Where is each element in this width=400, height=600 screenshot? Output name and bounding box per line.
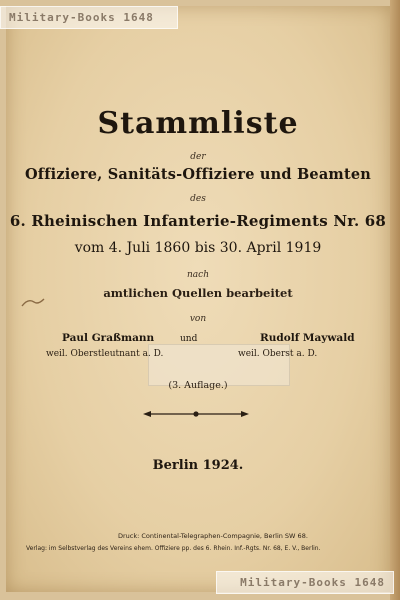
watermark-top: Military-Books 1648	[0, 6, 178, 29]
text-nach: nach	[187, 270, 209, 280]
page-edge	[390, 0, 400, 600]
page-title: Stammliste	[97, 106, 299, 141]
text-des: des	[190, 194, 206, 204]
city-year: Berlin 1924.	[152, 458, 244, 473]
author-right-name: Rudolf Maywald	[260, 332, 355, 344]
author-left-name: Paul Graßmann	[62, 332, 155, 344]
title-page	[6, 6, 390, 592]
text-officers: Offiziere, Sanitäts-Offiziere und Beamten	[24, 166, 372, 183]
author-right-rank: weil. Oberst a. D.	[238, 349, 318, 359]
imprint-publisher: Verlag: im Selbstverlag des Vereins ehem. Offiziere pp. des 6. Rhein. Inf.-Rgts. Nr. 68, E. V., Berlin.	[26, 545, 321, 552]
text-regiment: 6. Rheinischen Infanterie-Regiments Nr. 68	[9, 212, 387, 230]
margin-mark-icon	[20, 296, 46, 310]
text-sources: amtlichen Quellen bearbeitet	[103, 286, 293, 300]
text-und: und	[180, 334, 198, 344]
ornament-divider	[141, 408, 251, 420]
text-von: von	[189, 314, 207, 324]
edition: (3. Auflage.)	[168, 380, 228, 391]
text-der: der	[190, 152, 206, 162]
imprint-print: Druck: Continental-Telegraphen-Compagnie, Berlin SW 68.	[118, 532, 308, 540]
author-left-rank: weil. Oberstleutnant a. D.	[46, 349, 164, 359]
watermark-bottom: Military-Books 1648	[216, 571, 394, 594]
text-dates: vom 4. Juli 1860 bis 30. April 1919	[74, 240, 322, 256]
